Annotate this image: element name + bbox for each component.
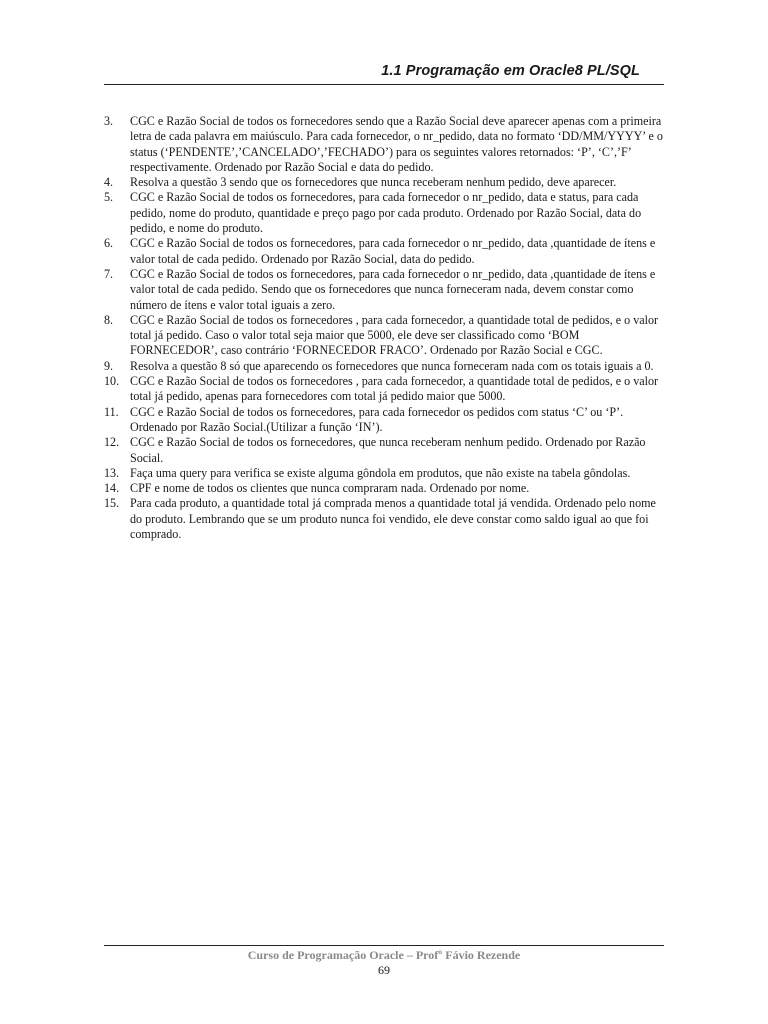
item-text: CGC e Razão Social de todos os fornecedores, para cada fornecedor o nr_pedido, data ,quantidade de ítens e valor total de cada pedido. Sendo que os fornecedores que nunca forneceram nada, devem constar como número de ítens e valor total iguais a zero. — [130, 266, 656, 312]
item-number: 5. — [104, 190, 114, 205]
list-item — [104, 466, 670, 481]
footer-divider — [104, 945, 664, 946]
list-item — [104, 267, 670, 313]
list-item — [104, 481, 670, 496]
item-number: 8. — [104, 312, 114, 327]
list-item — [104, 435, 670, 466]
list-item — [104, 114, 670, 175]
list-item — [104, 374, 670, 405]
list-item — [104, 313, 670, 359]
question-list — [104, 114, 670, 542]
item-number: 15. — [104, 496, 120, 511]
item-number: 10. — [104, 374, 120, 389]
item-text: Para cada produto, a quantidade total já comprada menos a quantidade total já vendida. Ordenado pelo nome do produto. Lembrando que se um produto nunca foi vendido, ele deve constar como saldo igual ao que foi comprado. — [130, 496, 656, 542]
item-text: CGC e Razão Social de todos os fornecedores, para cada fornecedor os pedidos com status ‘C’ ou ‘P’. Ordenado por Razão Social.(Utilizar a função ‘IN’). — [130, 404, 624, 434]
item-number: 13. — [104, 465, 120, 480]
item-text: Resolva a questão 8 só que aparecendo os fornecedores que nunca forneceram nada com os totais iguais a 0. — [130, 358, 654, 373]
item-text: CGC e Razão Social de todos os fornecedores , para cada fornecedor, a quantidade total de pedidos, e o valor total já pedido, apenas para fornecedores com total já pedido maior que 5000. — [130, 374, 659, 404]
item-number: 11. — [104, 404, 119, 419]
item-number: 12. — [104, 435, 120, 450]
item-text: CGC e Razão Social de todos os fornecedores, que nunca receberam nenhum pedido. Ordenado por Razão Social. — [130, 435, 646, 465]
list-item — [104, 175, 670, 190]
footer-course-credit: Curso de Programação Oracle – Profº Fávio Rezende — [247, 948, 521, 962]
list-item — [104, 236, 670, 267]
item-number: 4. — [104, 175, 114, 190]
item-number: 9. — [104, 358, 114, 373]
item-text: CGC e Razão Social de todos os fornecedores, para cada fornecedor o nr_pedido, data e status, para cada pedido, nome do produto, quantidade e preço pago por cada produto. Ordenado por Razão Social, data do pedido, e nome do produto. — [130, 190, 642, 236]
list-item — [104, 190, 670, 236]
item-text: CPF e nome de todos os clientes que nunca compraram nada. Ordenado por nome. — [130, 481, 530, 496]
item-text: Faça uma query para verifica se existe alguma gôndola em produtos, que não existe na tabela gôndolas. — [130, 465, 631, 480]
item-text: CGC e Razão Social de todos os fornecedores, para cada fornecedor o nr_pedido, data ,quantidade de ítens e valor total de cada pedido. Ordenado por Razão Social, data do pedido. — [130, 236, 656, 266]
item-number: 7. — [104, 266, 114, 281]
page-number: 69 — [378, 963, 390, 977]
list-item — [104, 496, 670, 542]
item-number: 14. — [104, 481, 120, 496]
list-item — [104, 359, 670, 374]
item-text: CGC e Razão Social de todos os fornecedores , para cada fornecedor, a quantidade total de pedidos, e o valor total já pedido. Caso o valor total seja maior que 5000, ele deve ser classificado como ‘BOM FORNECEDOR’, caso contrário ‘FORNECEDOR FRACO’. Ordenado por Razão Social e CGC. — [130, 312, 659, 358]
section-title: 1.1 Programação em Oracle8 PL/SQL — [381, 63, 640, 79]
item-text: CGC e Razão Social de todos os fornecedores sendo que a Razão Social deve aparecer apenas com a primeira letra de cada palavra em maiúsculo. Para cada fornecedor, o nr_pedido, data no formato ‘DD/MM/YYYY’ e o status (‘PENDENTE’,’CANCELADO’,’FECHADO’) para os seguintes valores retornados: ‘P’, ‘C’,’F’ respectivamente. Ordenado por Razão Social e data do pedido. — [130, 114, 663, 174]
header-divider — [104, 84, 664, 85]
list-item — [104, 405, 670, 436]
item-number: 6. — [104, 236, 114, 251]
item-number: 3. — [104, 114, 114, 128]
item-text: Resolva a questão 3 sendo que os fornecedores que nunca receberam nenhum pedido, deve aparecer. — [130, 175, 617, 190]
